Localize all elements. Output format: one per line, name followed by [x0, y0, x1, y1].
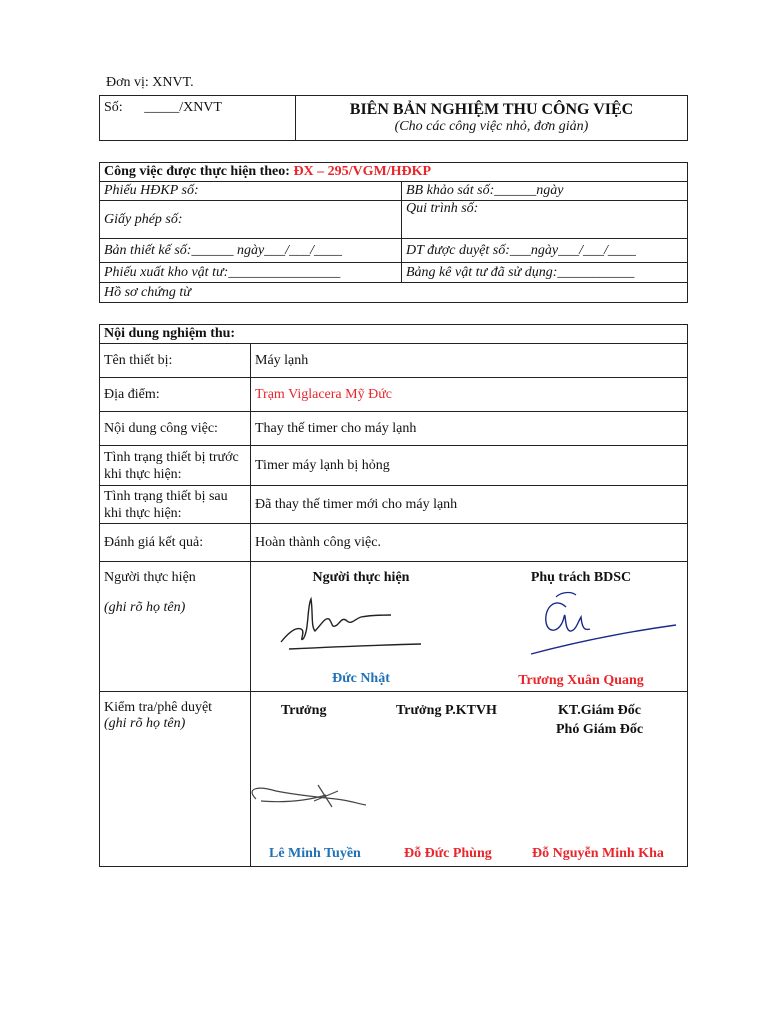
row-label: Tình trạng thiết bị sau khi thực hiện:	[100, 486, 251, 524]
row-value: Đã thay thế timer mới cho máy lạnh	[251, 486, 688, 524]
header-table	[99, 95, 688, 141]
performer-label: Người thực hiện	[104, 570, 196, 585]
performer-note: (ghi rõ họ tên)	[104, 600, 186, 615]
approval-col2-title: Trưởng P.KTVH	[396, 703, 497, 718]
bb-khao-sat: BB khảo sát số:______ngày	[402, 182, 688, 201]
doc-number-cell	[100, 96, 296, 141]
approval-label: Kiểm tra/phê duyệt	[104, 700, 213, 715]
performer-col1-name: Đức Nhật	[332, 671, 390, 686]
row-value: Máy lạnh	[251, 344, 688, 378]
doc-title: BIÊN BẢN NGHIỆM THU CÔNG VIỆC	[349, 101, 634, 118]
performer-label-cell	[100, 562, 251, 692]
signature-performer-2	[526, 587, 686, 662]
row-value: Timer máy lạnh bị hỏng	[251, 446, 688, 486]
row-label: Đánh giá kết quả:	[100, 524, 251, 562]
ban-thiet-ke: Bản thiết kế số:______ ngày___/___/____	[100, 239, 402, 263]
performer-sign-cell	[251, 562, 688, 692]
signature-performer-1	[271, 587, 431, 657]
approval-col3-name: Đỗ Nguyễn Minh Kha	[532, 846, 664, 861]
approval-col1-name: Lê Minh Tuyền	[269, 846, 361, 861]
row-label: Địa điểm:	[100, 378, 251, 412]
row-label: Tên thiết bị:	[100, 344, 251, 378]
content-table	[99, 324, 688, 867]
basis-ref: ĐX – 295/VGM/HĐKP	[293, 164, 432, 179]
performer-col1-title: Người thực hiện	[312, 570, 410, 585]
row-label: Nội dung công việc:	[100, 412, 251, 446]
dt-duyet: DT được duyệt số:___ngày___/___/____	[402, 239, 688, 263]
basis-header	[100, 163, 688, 182]
basis-label: Công việc được thực hiện theo:	[104, 164, 294, 179]
title-cell	[296, 96, 688, 141]
qui-trinh: Qui trình số:	[402, 201, 688, 239]
unit-line: Đơn vị: XNVT.	[106, 75, 194, 90]
approval-col3-title-2: Phó Giám Đốc	[556, 722, 644, 737]
basis-table	[99, 162, 688, 303]
approval-note: (ghi rõ họ tên)	[104, 716, 186, 731]
bang-ke: Bảng kê vật tư đã sử dụng:___________	[402, 263, 688, 283]
doc-number-blank: _____	[144, 100, 180, 115]
performer-col2-title: Phụ trách BDSC	[530, 570, 632, 585]
row-value: Trạm Viglacera Mỹ Đức	[251, 378, 688, 412]
row-value: Thay thế timer cho máy lạnh	[251, 412, 688, 446]
giay-phep: Giấy phép số:	[100, 201, 402, 239]
approval-sign-cell	[251, 692, 688, 867]
phieu-hdkp: Phiếu HĐKP số:	[100, 182, 402, 201]
approval-col1-title: Trưởng	[281, 703, 327, 718]
performer-col2-name: Trương Xuân Quang	[518, 673, 644, 688]
approval-col2-name: Đỗ Đức Phùng	[404, 846, 492, 861]
doc-subtitle: (Cho các công việc nhỏ, đơn giản)	[394, 119, 589, 134]
approval-col3-title-1: KT.Giám Đốc	[558, 703, 641, 718]
row-label: Tình trạng thiết bị trước khi thực hiện:	[100, 446, 251, 486]
content-section-label: Nội dung nghiệm thu:	[100, 325, 688, 344]
row-value: Hoàn thành công việc.	[251, 524, 688, 562]
ho-so: Hồ sơ chứng từ	[100, 283, 688, 303]
doc-number-suffix: /XNVT	[179, 100, 222, 115]
signature-approval-1	[206, 777, 376, 817]
phieu-xuat-kho: Phiếu xuất kho vật tư:________________	[100, 263, 402, 283]
doc-number-label: Số:	[104, 100, 123, 115]
